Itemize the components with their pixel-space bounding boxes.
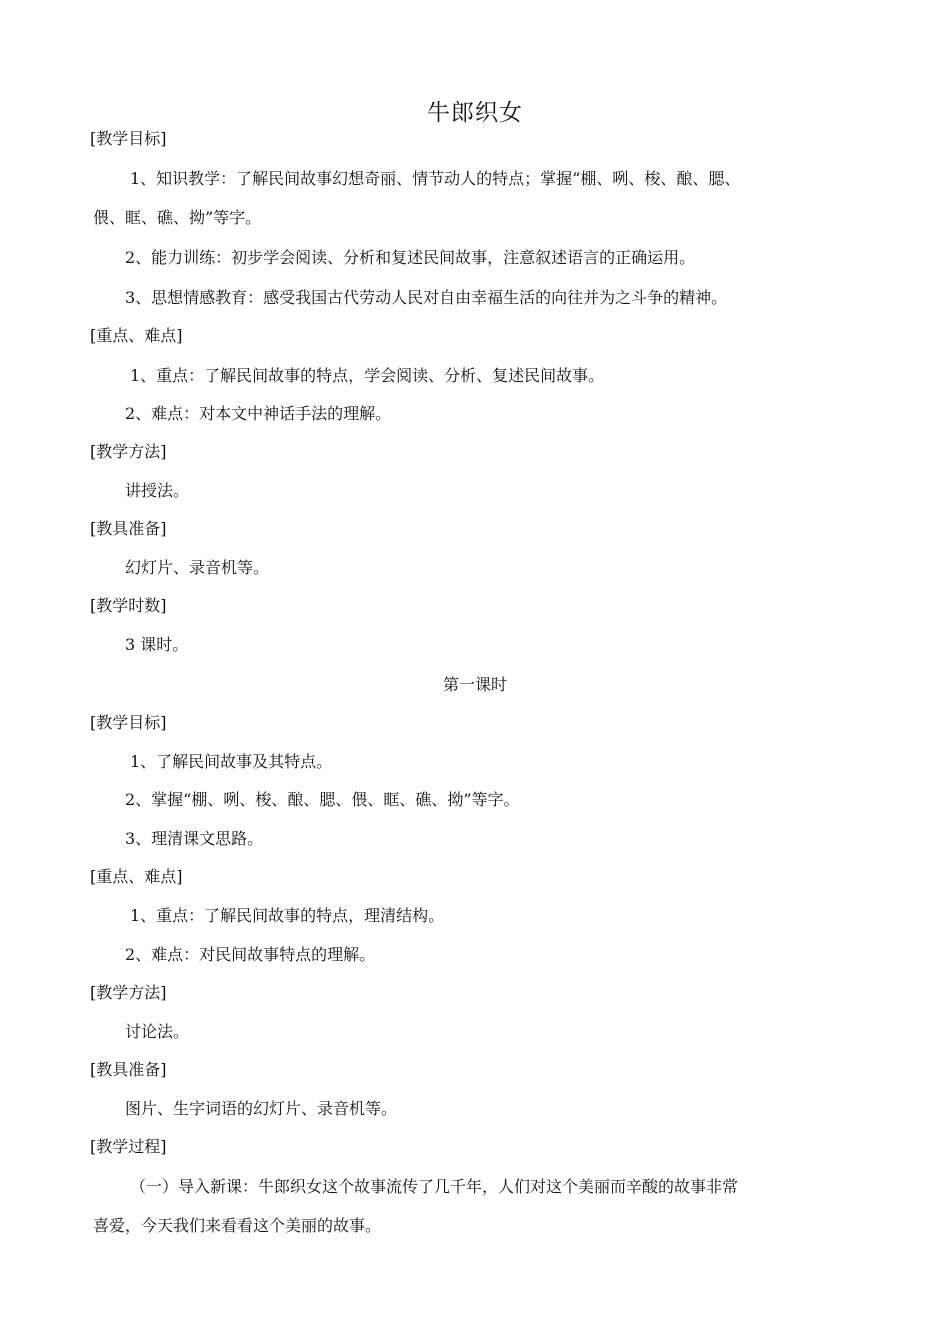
objective-knowledge: 1、知识教学：了解民间故事幻想奇丽、情节动人的特点；掌握“棚、咧、梭、酿、腮、 [130, 169, 741, 188]
section-heading-method-2: [教学方法] [90, 983, 167, 1002]
section-heading-hours: [教学时数] [90, 596, 167, 615]
key-point: 1、重点：了解民间故事的特点，学会阅读、分析、复述民间故事。 [130, 366, 605, 385]
section-heading-objectives-2: [教学目标] [90, 713, 167, 732]
objective-knowledge-cont: 偎、眶、礁、拗”等字。 [93, 208, 262, 227]
method-text: 讲授法。 [125, 481, 190, 500]
lesson-method-text: 讨论法。 [125, 1022, 190, 1041]
section-heading-key-points: [重点、难点] [90, 326, 183, 345]
lesson-key-point: 1、重点：了解民间故事的特点，理清结构。 [130, 906, 445, 925]
section-heading-key-points-2: [重点、难点] [90, 867, 183, 886]
process-intro: （一）导入新课：牛郎织女这个故事流传了几千年，人们对这个美丽而辛酸的故事非常 [130, 1177, 739, 1196]
lesson-objective-1: 1、了解民间故事及其特点。 [130, 752, 333, 771]
lesson-objective-2: 2、掌握“棚、咧、梭、酿、腮、偎、眶、礁、拗”等字。 [125, 790, 520, 809]
difficult-point: 2、难点：对本文中神话手法的理解。 [125, 404, 392, 423]
process-intro-cont: 喜爱，今天我们来看看这个美丽的故事。 [93, 1216, 382, 1235]
section-heading-method: [教学方法] [90, 442, 167, 461]
document-title: 牛郎织女 [427, 100, 523, 126]
section-heading-tools-2: [教具准备] [90, 1060, 167, 1079]
section-heading-tools: [教具准备] [90, 519, 167, 538]
lesson-tools-text: 图片、生字词语的幻灯片、录音机等。 [125, 1099, 398, 1118]
lesson-objective-3: 3、理清课文思路。 [125, 829, 264, 848]
section-heading-objectives: [教学目标] [90, 129, 167, 148]
hours-text: 3 课时。 [125, 635, 189, 654]
objective-emotion: 3、思想情感教育：感受我国古代劳动人民对自由幸福生活的向往并为之斗争的精神。 [125, 288, 728, 307]
lesson-difficult-point: 2、难点：对民间故事特点的理解。 [125, 945, 376, 964]
objective-ability: 2、能力训练：初步学会阅读、分析和复述民间故事，注意叙述语言的正确运用。 [125, 248, 696, 267]
section-heading-process: [教学过程] [90, 1137, 167, 1156]
tools-text: 幻灯片、录音机等。 [125, 558, 270, 577]
lesson-one-heading: 第一课时 [442, 675, 507, 694]
